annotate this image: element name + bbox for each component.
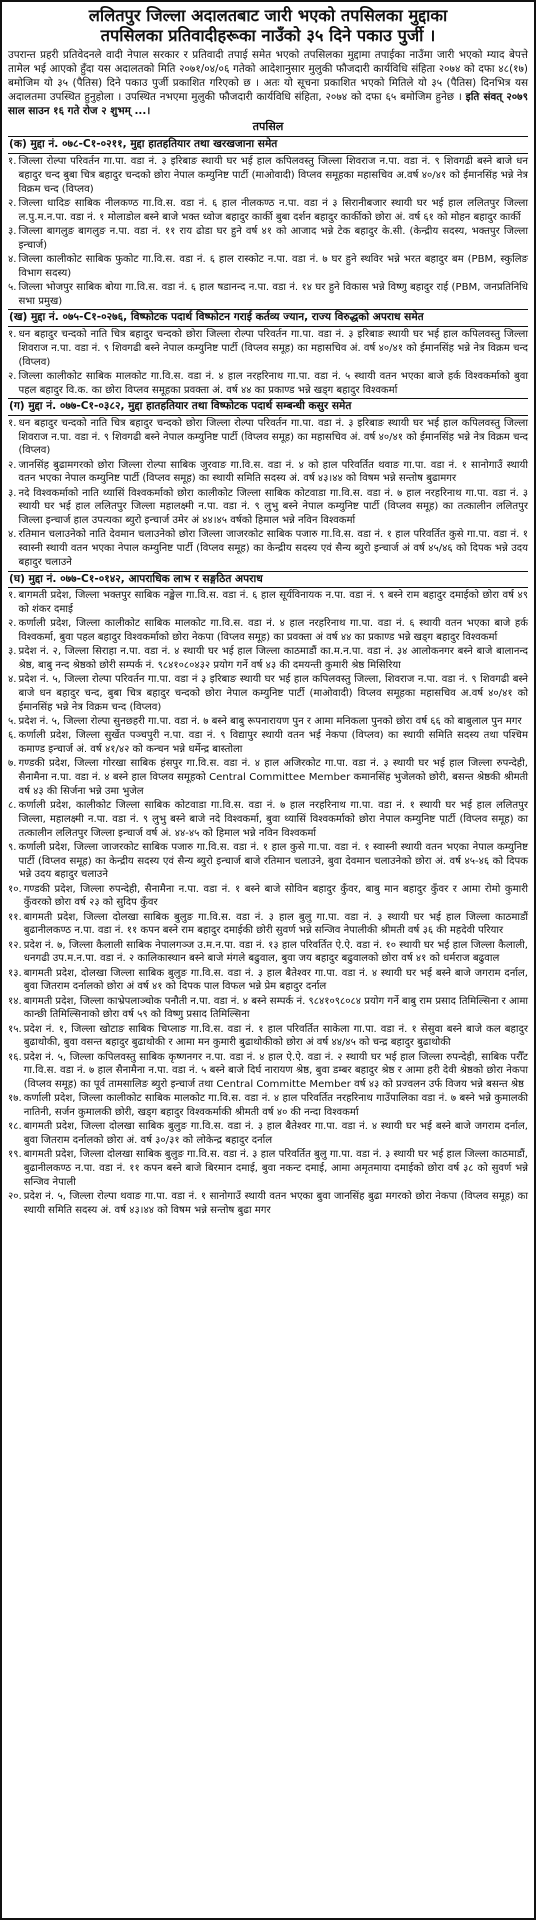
defendant-entry xyxy=(8,883,528,910)
case-sections xyxy=(8,136,528,1217)
case-section-heading: (ग) मुद्दा नं. ०७७-C१-०३८२, मुद्दा हातहतियार तथा विष्फोटक पदार्थ सम्बन्धी कसुर समेत xyxy=(8,398,528,416)
defendant-entry-number: ५. xyxy=(8,281,17,293)
defendant-entry xyxy=(8,1190,528,1217)
defendant-entry-text: प्रदेश नं. ५, जिल्ला रोल्पा थवाङ गा.पा. वडा नं. १ सानोगाउँ स्थायी वतन भएका बुवा जानसिंह बुढा मगरको छोरा नेकपा (विप्लव समूह) का स्थायी समिति सदस्य अं. वर्ष ४३।४४ को विषम भन्ने सन्तोष बुढा मगर xyxy=(23,1190,528,1216)
defendant-entry xyxy=(8,328,528,369)
defendant-entry xyxy=(8,729,528,756)
defendant-entry-number: ५. xyxy=(8,716,17,728)
defendant-entry-text: गण्डकी प्रदेश, जिल्ला गोरखा साबिक हंसपुर गा.वि.स. वडा नं. ४ हाल अजिरकोट गा.पा. वडा नं. ३ स्थायी घर भई हाल जिल्ला रुपन्देही, सैनामैना न.पा. वडा नं. ४ बस्ने हाल विप्लव समूहको Central Committee Member कमानसिंह भुजेलको छोरी, बसन्त श्रेष्ठकी श्रीमती वर्ष ४३ की सिर्जना भन्ने उमा भुजेल xyxy=(18,758,528,797)
defendant-entry-number: ४. xyxy=(8,529,17,541)
defendant-entry-text: रतिमान चलाउनेको नाति देवमान चलाउनेको छोरा जिल्ला जाजरकोट साबिक पजारु गा.वि.स. वडा नं. १ हाल परिवर्तित कुसे गा.पा. वडा नं. १ स्वास्नी स्थायी वतन भएका नेपाल कम्युनिष्ट पार्टी (विप्लव समूह) का केन्द्रीय सदस्य एवं सैन्य ब्युरो इन्चार्ज अं वर्ष ४५/४६ को दिपक भन्ने उदय बहादुर चलाउने xyxy=(18,529,528,568)
defendant-entry xyxy=(8,911,528,938)
defendant-entry-number: ३. xyxy=(8,225,17,237)
defendant-entry-number: १. xyxy=(8,418,17,430)
defendant-entry xyxy=(8,370,528,397)
defendant-entry-number: २०. xyxy=(8,1190,22,1202)
case-section-heading: (क) मुद्दा नं. ०७८-C१-०२११, मुद्दा हातहतियार तथा खरखजाना समेत xyxy=(8,136,528,154)
defendant-entry-text: प्रदेश नं. ५, जिल्ला कपिलवस्तु साबिक कृष्णनगर न.पा. वडा नं. ४ हाल ऐ.ऐ. वडा नं. २ स्थायी घर भई हाल जिल्ला रुपन्देही, साबिक परौँट गा.वि.स. वडा नं. ७ हाल सैनामैना न.पा. वडा नं. ५ बस्ने बाजे दिर्घ नारायण श्रेष्ठ, बुवा डम्बर बहादुर श्रेष्ठ र आमा हरी देवी श्रेष्ठको छोरा नेकपा (विप्लव समूह) का पूर्व तामसालिङ ब्युरो इन्चार्ज तथा Central Committe Member वर्ष ४३ को प्रज्वलन उर्फ विजय भन्ने बसन्त श्रेष्ठ xyxy=(23,1051,528,1090)
defendant-entry-text: कर्णाली प्रदेश, जिल्ला कालीकोट साबिक मालकोट गा.वि.स. वडा नं. ४ हाल नरहरिनाथ गा.पा. वडा नं. ६ स्थायी वतन भएका बाजे हर्क विश्वकर्मा, बुवा पहल बहादुर विश्वकर्माको छोरा नेकपा (विप्लव समूह) का प्रवक्ता अं वर्ष ४४ का प्रकाण्ड भन्ने खड्ग बहादुर विश्वकर्मा xyxy=(18,618,528,644)
notice-title-line2: तपसिलका प्रतिवादीहरूका नाउँको ३५ दिने पकाउ पुर्जी । xyxy=(100,26,436,45)
defendant-entry-number: १९. xyxy=(8,1149,22,1161)
defendant-entry-text: बागमती प्रदेश, जिल्ला दोलखा साबिक बुलुङ गा.वि.स. वडा नं. ३ हाल परिवर्तित बुलु गा.पा. वडा नं. ३ स्थायी घर भई हाल जिल्ला काठमाडौं, बुढानीलकण्ठ न.पा. वडा नं. ११ कपन बस्ने बाजे बिरमान दमाई, बुवा नकन्ट दमाई, आमा अमृतमाया दमाईको छोरा वर्ष ३८ को सुवर्ण भन्ने सन्जिव नेपाली xyxy=(23,1149,528,1188)
defendant-entry-text: बागमती प्रदेश, जिल्ला दोलखा साबिक बुलुङ गा.वि.स. वडा नं. ३ हाल बुलु गा.पा. वडा नं. ३ स्थायी घर भई हाल जिल्ला काठमाडौं बुढानीलकण्ठ न.पा. वडा नं. ११ कपन बस्ने राम बहादुर दमाईकी छोरी सुवर्ण भन्ने सन्जिव नेपालीकी श्रीमती वर्ष ३६ की महदेवी परियार xyxy=(23,911,528,937)
defendant-entry-number: १६. xyxy=(8,1051,22,1063)
defendant-entry-number: २. xyxy=(8,459,17,471)
defendant-entry-text: जिल्ला भोजपुर साबिक बोया गा.वि.स. वडा नं. ६ हाल षडानन्द न.पा. वडा नं. १४ घर हुने विकास भन्ने विष्णु बहादुर राई (PBM, जनप्रतिनिधि सभा प्रमुख) xyxy=(18,281,528,307)
case-section-heading: (ख) मुद्दा नं. ०७५-C१-०२७६, विष्फोटक पदार्थ विष्फोटन गराई कर्तव्य ज्यान, राज्य विरुद्धको अपराध समेत xyxy=(8,309,528,327)
defendant-entry-number: १२. xyxy=(8,939,22,951)
defendant-entry-text: जिल्ला धादिङ साबिक नीलकण्ठ गा.वि.स. वडा नं. ६ हाल नीलकण्ठ न.पा. वडा नं ३ सिरानीबजार स्थायी घर भई हाल ललितपुर जिल्ला ल.पु.म.न.पा. वडा नं. १ मोलाडोल बस्ने बाजे भक्त ध्वोज बहादुर कार्की बुबा दर्शन बहादुर कार्कीको छोरा अं. वर्ष ६१ को मोहन बहादुर कार्की xyxy=(18,197,528,223)
notice-intro-text: उपरान्त प्रहरी प्रतिवेदनले वादी नेपाल सरकार र प्रतिवादी तपाई समेत भएको तपसिलका मुद्दामा तपाईका नाउँमा जारी भएको म्याद बेपत्ते तामेल भई आएको हुँदा यस अदालतको मिति २०७१/०४/०६ गतेको आदेशानुसार मुलुकी फौजदारी कार्यविधि संहिता २०७४ को दफा ४८(१७) बमोजिम यो ३५ (पैतिस) दिने पकाउ पुर्जी प्रकाशित गरिएको छ । अतः यो सूचना प्रकाशित भएको मितिले यो ३५ (पैतिस) दिनभित्र यस अदालतमा उपस्थित हुनुहोला । उपस्थित नभएमा मुलुकी फौजदारी कार्यविधि संहिता, २०७४ को दफा ६५ बमोजिम हुनेछ । xyxy=(8,49,529,104)
defendant-entry xyxy=(8,715,528,729)
defendant-entry-number: ३. xyxy=(8,646,17,658)
defendant-entry-number: ४. xyxy=(8,674,17,686)
defendant-entry-text: बागमती प्रदेश, जिल्ला दोलखा साबिक बुलुङ गा.वि.स. वडा नं. ३ हाल बैतेश्वर गा.पा. वडा नं. ४ स्थायी घर भई बस्ने बाजे जगराम दर्नाल, बुवा जितराम दर्नालको छोरा अं. वर्ष ३०/३१ को लोकेन्द्र बहादुर दर्नाल xyxy=(23,1121,528,1146)
defendant-entry-text: प्रदेश नं. १, जिल्ला खोटाङ साबिक चिप्लाङ गा.वि.स. वडा नं. १ हाल परिवर्तित साकेला गा.पा. वडा नं. १ सेसुवा बस्ने बाजे कल बहादुर बुढाथोकी, बुवा वसन्त बहादुर बुढाथोकी र आमा मन कुमारी बुढाथोकीको छोरा अं वर्ष ४४/४५ को चन्द्र बहादुर बुढाथोकी xyxy=(23,1023,528,1049)
defendant-entry xyxy=(8,417,528,458)
defendant-entry-text: कर्णाली प्रदेश, जिल्ला जाजरकोट साबिक पजारु गा.वि.स. वडा नं. १ हाल कुसे गा.पा. वडा नं. १ स्वास्नी स्थायी वतन भएका नेपाल कम्युनिष्ट पार्टी (विप्लव समूह) का केन्द्रीय सदस्य एवं सैन्य ब्युरो इन्चार्ज बाजे रतिमान चलाउने, बुवा देवमान चलाउनेको छोरा अं. वर्ष ४५-४६ को दिपक भन्ने उदय बहादुर चलाउने xyxy=(18,841,528,881)
defendant-entry-number: १३. xyxy=(8,967,22,979)
defendant-entry xyxy=(8,967,528,994)
defendant-entry xyxy=(8,225,528,252)
defendant-entry xyxy=(8,1148,528,1189)
defendant-entry-text: जिल्ला रोल्पा परिवर्तन गा.पा. वडा नं. ३ इरिबाङ स्थायी घर भई हाल कपिलवस्तु जिल्ला शिवराज न.पा. वडा नं. ९ शिवगढी बस्ने बाजे धन बहादुर चन्द बुबा चित्र बहादुर चन्दको छोरा नेपाल कम्युनिष्ट पार्टी (माओवादी) विप्लव समूहका महासचिव अ.वर्ष ४०/४१ को ईमानसिंह भन्ने नेत्र विक्रम चन्द (विप्लव) xyxy=(18,156,528,195)
defendant-entry-number: १८. xyxy=(8,1121,22,1133)
defendant-entry xyxy=(8,617,528,644)
case-section-heading: (घ) मुद्दा नं. ०७७-C१-०१४२, आपराधिक लाभ र सङ्गठित अपराध xyxy=(8,571,528,589)
defendant-entry xyxy=(8,1051,528,1092)
defendant-entry-text: बागमती प्रदेश, जिल्ला भक्तपुर साबिक नङ्खेल गा.वि.स. वडा नं. ६ हाल सूर्यविनायक न.पा. वडा नं. ९ बस्ने राम बहादुर दमाईको छोरा वर्ष ४९ को शंकर दमाई xyxy=(18,590,528,616)
case-section xyxy=(8,136,528,308)
defendant-entry-text: बागमती प्रदेश, दोलखा जिल्ला साबिक बुलुङ गा.वि.स. वडा नं. ३ हाल बैतेश्वर गा.पा. वडा नं. ४ स्थायी घर भई बस्ने बाजे जगराम दर्नाल, बुवा जितराम दर्नालको छोरा अं वर्ष ४१ को दिपक पाल विफल भन्ने प्रेम बहादुर दर्नाल xyxy=(23,967,528,993)
defendant-entry xyxy=(8,1092,528,1119)
defendant-entry-number: ९. xyxy=(8,841,17,853)
defendant-entry-number: २. xyxy=(8,370,17,382)
case-section xyxy=(8,571,528,1218)
defendant-entry-text: प्रदेश नं. ५, जिल्ला रोल्पा परिवर्तन गा.पा. वडा नं ३ इरिबाङ स्थायी घर भई हाल कपिलवस्तु जिल्ला, शिवराज न.पा. वडा नं. ९ शिवगढी बस्ने बाजे धन बहादुर चन्द, बुबा चित्र बहादुर चन्दको छोरा नेपाल कम्युनिष्ट पार्टी (माओवादी) विप्लव समूहका महासचिव अ.वर्ष ४०/४१ को ईमानसिंह भन्ने नेत्र विक्रम चन्द (विप्लव) xyxy=(18,674,528,713)
defendant-entry xyxy=(8,1023,528,1050)
defendant-entry-number: २. xyxy=(8,618,17,630)
defendant-entry-number: २. xyxy=(8,197,17,209)
defendant-entry-text: कर्णाली प्रदेश, जिल्ला कालीकोट साबिक मालकोट गा.वि.स. वडा नं. ४ हाल परिवर्तित नरहरिनाथ गाउँपालिका वडा नं. ७ बस्ने भन्ने कुमालकी नातिनी, सर्जन कुमालकी छोरी, खड्ग बहादुर विश्वकर्माकी श्रीमती वर्ष ४० की नन्दा विश्वकर्मा xyxy=(23,1093,528,1118)
defendant-entry-number: १. xyxy=(8,590,17,602)
notice-title-line1: ललितपुर जिल्ला अदालतबाट जारी भएको तपसिलका मुद्दाका xyxy=(88,6,448,25)
defendant-entry xyxy=(8,197,528,224)
defendant-entry-text: जानसिंह बुढामगरको छोरा जिल्ला रोल्पा साबिक जुरवाङ गा.वि.स. वडा नं. ४ को हाल परिवर्तित थवाङ गा.पा. वडा नं. १ सानोगाउँ स्थायी वतन भएका नेपाल कम्युनिष्ट पार्टी (विप्लव समूह) का स्थायी समिति सदस्य अं. वर्ष ४३।४४ को विषम भन्ने सन्तोष बुढामगर xyxy=(18,459,528,485)
defendant-entry xyxy=(8,528,528,569)
defendant-entry-number: ३. xyxy=(8,487,17,499)
defendant-entry xyxy=(8,995,528,1022)
defendant-entry-text: जिल्ला कालीकोट साबिक मालकोट गा.वि.स. वडा नं. ४ हाल नरहरिनाथ गा.पा. वडा नं. ५ स्थायी वतन भएका बाजे हर्क विश्वकर्माको बुवा पहल बहादुर वि.क. का छोरा विप्लव समूहका प्रवक्ता अं. वर्ष ४४ का प्रकाण्ड भन्ने खड्ग बहादुर विश्वकर्मा xyxy=(18,370,528,396)
defendant-entry-number: १४. xyxy=(8,995,22,1007)
defendant-entry xyxy=(8,589,528,616)
defendant-entry xyxy=(8,253,528,280)
defendant-entry xyxy=(8,459,528,486)
notice-intro-date: इति संवत् २०७९ साल साउन १६ गते रोज २ शुभम् ...। xyxy=(8,91,528,118)
defendant-entry xyxy=(8,487,528,528)
defendant-entry xyxy=(8,281,528,308)
defendant-entry xyxy=(8,645,528,672)
defendant-entry xyxy=(8,673,528,714)
defendant-entry-number: १. xyxy=(8,156,17,168)
defendant-entry xyxy=(8,757,528,798)
case-section xyxy=(8,398,528,569)
notice-intro xyxy=(8,48,528,118)
defendant-entry xyxy=(8,1120,528,1147)
defendant-entry-number: ८. xyxy=(8,800,17,812)
defendant-entry xyxy=(8,939,528,966)
defendant-entry-number: १०. xyxy=(8,883,22,895)
defendant-entry-number: ४. xyxy=(8,253,17,265)
defendant-entry xyxy=(8,841,528,882)
defendant-entry-number: १५. xyxy=(8,1023,22,1035)
defendant-entry-text: नदे विश्वकर्माको नाति थ्यासिं विश्वकर्माको छोरा कालीकोट जिल्ला साबिक कोटवाडा गा.वि.स. वडा नं. ७ हाल नरहरिनाथ गा.पा. वडा नं. ३ स्थायी घर भई हाल ललितपुर जिल्ला महालक्ष्मी न.पा. वडा नं. ९ लुभु बस्ने नेपाल कम्युनिष्ट पार्टी (विप्लव समूह) का तत्कालीन ललितपुर जिल्ला इन्चार्ज हाल उपत्यका ब्युरो इन्चार्ज उमेर अं ४४।४५ वर्षको हिमाल भन्ने नविन विश्वकर्मा xyxy=(18,487,528,527)
defendant-entry-text: प्रदेश नं. ७, जिल्ला कैलाली साबिक नेपालगञ्ज उ.म.न.पा. वडा नं. १३ हाल परिवर्तित ऐ.ऐ. वडा नं. १० स्थायी घर भई हाल जिल्ला कैलाली, धनगढी उप.म.न.पा. वडा नं. २ कालिकास्थान बस्ने बाजे मंगले बढुवाल, बुवा जय बहादुर बढुवालको छोरा वर्ष ४१ को धर्मराज बढुवाल xyxy=(23,939,528,965)
defendant-entry-text: जिल्ला बागलुङ बागलुङ न.पा. वडा नं. ११ राय ढोडा घर हुने वर्ष ४१ को आजाद भन्ने टेक बहादुर के.सी. (केन्द्रीय सदस्य, भक्तपुर जिल्ला इन्चार्ज) xyxy=(18,225,528,251)
defendant-entry-text: कर्णाली प्रदेश, जिल्ला सुर्खेत पञ्चपुरी न.पा. वडा नं. ९ विद्यापुर स्थायी वतन भई नेकपा (विप्लव) का स्थायी समिति सदस्य तथा पश्चिम कमाण्ड इन्चार्ज अं. वर्ष ४१/४२ को कन्चन भन्ने धर्मेन्द्र बास्तोला xyxy=(18,730,528,756)
defendant-entry-number: १. xyxy=(8,329,17,341)
defendant-entry-text: प्रदेश नं. २, जिल्ला सिराहा न.पा. वडा नं. ४ स्थायी घर भई हाल जिल्ला काठमाडौं का.म.न.पा. वडा नं. ३४ आलोकनगर बस्ने बाजे बालानन्द श्रेष्ठ, बाबु नन्द श्रेष्ठको छोरी सम्पर्क नं. ९८४१०८०४३२ प्रयोग गर्ने वर्ष ४३ की दमयन्ती कुमारी श्रेष्ठ मिसिरिया xyxy=(18,646,528,672)
defendant-entry-text: जिल्ला कालीकोट साबिक फुकोट गा.वि.स. वडा नं. ६ हाल रास्कोट न.पा. वडा नं. ७ घर हुने स्थविर भन्ने भरत बहादुर बम (PBM, स्कुलिङ विभाग सदस्य) xyxy=(18,253,528,279)
defendant-entry-number: ११. xyxy=(8,911,22,923)
defendant-entry-text: धन बहादुर चन्दको नाति चित्र बहादुर चन्दको छोरा जिल्ला रोल्पा परिवर्तन गा.पा. वडा नं. ३ इरिबाङ स्थायी घर भई हाल कपिलवस्तु जिल्ला शिवराज न.पा. वडा नं. ९ शिवगढी बस्ने नेपाल कम्युनिष्ट पार्टी (विप्लव समूह) का महासचिव अं. वर्ष ४०/४१ को ईमानसिंह भन्ने नेत्र विक्रम चन्द (विप्लव) xyxy=(18,418,528,457)
defendant-entry-text: धन बहादुर चन्दको नाति चित्र बहादुर चन्दको छोरा जिल्ला रोल्पा परिवर्तन गा.पा. वडा नं. ३ इरिबाङ स्थायी घर भई हाल कपिलवस्तु जिल्ला शिवराज न.पा. वडा नं. ९ शिवगढी बस्ने नेपाल कम्युनिष्ट पार्टी (विप्लव समूह) का महासचिव अं. वर्ष ४०/४१ को ईमानसिंह भन्ने नेत्र विक्रम चन्द (विप्लव) xyxy=(18,329,528,368)
defendant-entry-text: कर्णाली प्रदेश, कालीकोट जिल्ला साबिक कोटवाडा गा.वि.स. वडा नं. ७ हाल नरहरिनाथ गा.पा. वडा नं. १ स्थायी घर भई हाल ललितपुर जिल्ला, महालक्ष्मी न.पा. वडा नं. ९ लुभु बस्ने बाजे नदे विश्वकर्मा, बुवा थ्यासिं विश्वकर्माको छोरा नेपाल कम्युनिष्ट पार्टी (विप्लव समूह) का तत्कालीन ललितपुर जिल्ला इन्चार्ज वर्ष अं. ४४-४५ को हिमाल भन्ने नविन विश्वकर्मा xyxy=(18,800,528,839)
defendant-entry-number: ७. xyxy=(8,758,17,770)
defendant-entry-number: १७. xyxy=(8,1093,22,1105)
tapsil-heading: तपसिल xyxy=(252,120,284,134)
defendant-entry-text: प्रदेश नं. ५, जिल्ला रोल्पा सुनछहरी गा.पा. वडा नं. ७ बस्ने बाबु रूपनारायण पुन र आमा मनिकला पुनको छोरा वर्ष ६६ को बाबुलाल पुन मगर xyxy=(18,716,522,728)
notice-title xyxy=(8,6,528,46)
defendant-entry xyxy=(8,155,528,196)
defendant-entry-number: ६. xyxy=(8,730,17,742)
defendant-entry xyxy=(8,799,528,840)
defendant-entry-text: गण्डकी प्रदेश, जिल्ला रुपन्देही, सैनामैना न.पा. वडा नं. १ बस्ने बाजे सोविन बहादुर कुँवर, बाबु मान बहादुर कुँवर र आमा रोमो कुमारी कुँवरको छोरा वर्ष २३ को सुदिप कुँवर xyxy=(23,883,528,909)
defendant-entry-text: बागमती प्रदेश, जिल्ला काभ्रेपलाञ्चोक पनौती न.पा. वडा नं. ४ बस्ने सम्पर्क नं. ९८४१०९८०८४ प्रयोग गर्ने बाबु राम प्रसाद तिमिल्सिना र आमा कान्छी तिमिल्सिनाको छोरा वर्ष ५९ को विष्णु प्रसाद तिमिल्सिना xyxy=(23,995,528,1021)
case-section xyxy=(8,309,528,397)
